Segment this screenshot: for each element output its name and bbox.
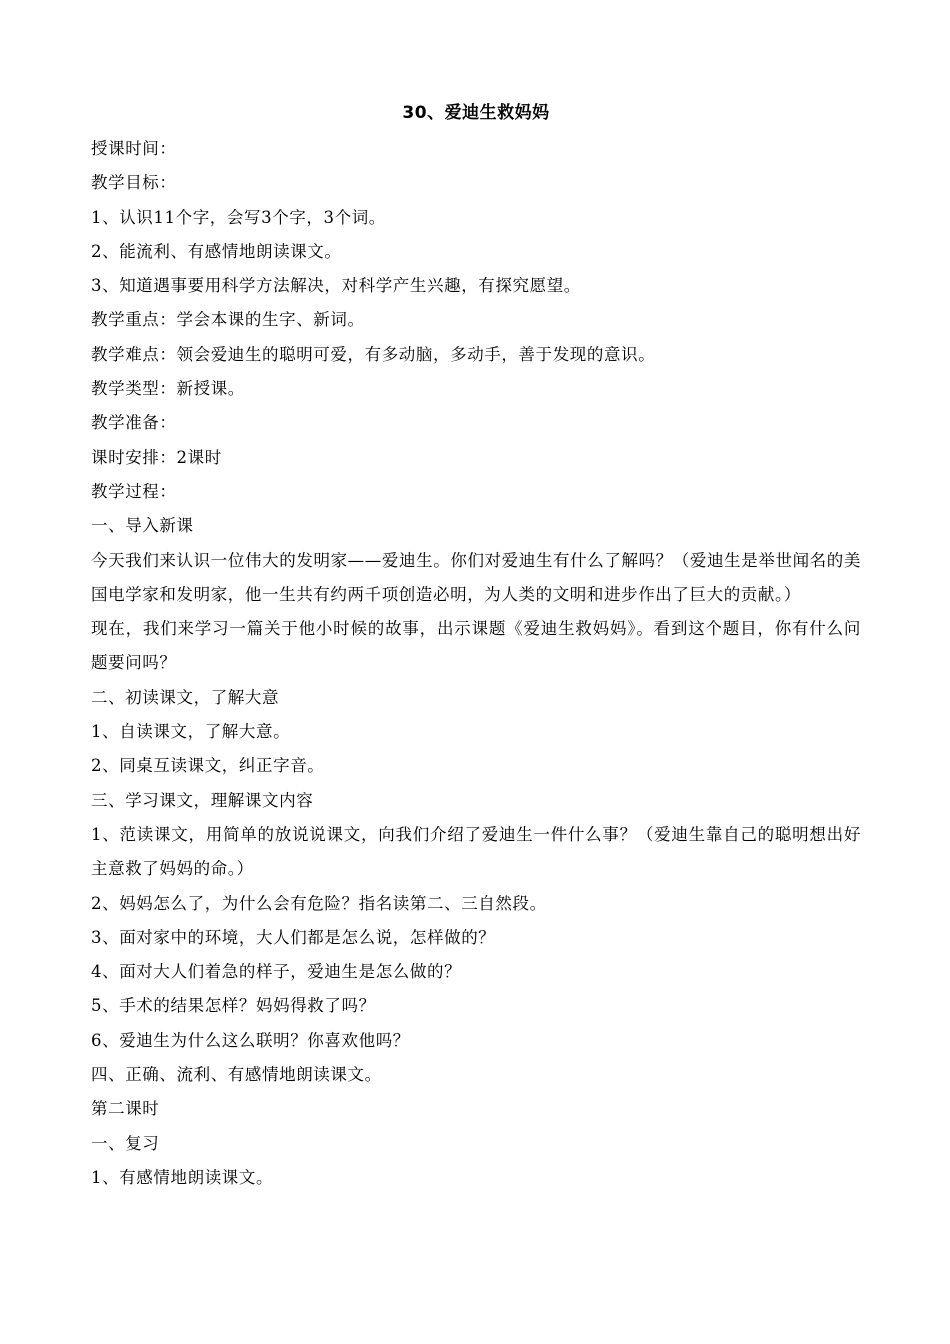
study-item-3: 3、面对家中的环境，大人们都是怎么说，怎样做的？ (91, 927, 496, 947)
field-key-points: 教学重点：学会本课的生字、新词。 (91, 310, 365, 330)
review-item-1: 1、有感情地朗读课文。 (91, 1167, 274, 1187)
paragraph-study-1: 1、范读课文，用简单的放说说课文，向我们介绍了爱迪生一件什么事？（爱迪生靠自己的聪明想出好主意救了妈妈的命。） (91, 824, 861, 879)
heading-second-lesson: 第二课时 (91, 1099, 160, 1119)
document-page (91, 98, 861, 1195)
field-lesson-type: 教学类型：新授课。 (91, 379, 245, 399)
paragraph-intro-2: 现在，我们来学习一篇关于他小时候的故事，出示课题《爱迪生救妈妈》。看到这个题目，你有什么问题要问吗？ (91, 619, 861, 673)
section-heading-intro: 一、导入新课 (91, 516, 194, 536)
heading-teaching-goals: 教学目标： (91, 173, 177, 193)
document-title: 30、爱迪生救妈妈 (402, 103, 550, 123)
study-item-2: 2、妈妈怎么了，为什么会有危险？指名读第二、三自然段。 (91, 893, 547, 913)
first-reading-item-1: 1、自读课文，了解大意。 (91, 722, 291, 742)
field-schedule: 课时安排：2课时 (91, 447, 222, 467)
goal-item-1: 1、认识11个字，会写3个字，3个词。 (91, 207, 386, 227)
section-heading-read-aloud: 四、正确、流利、有感情地朗读课文。 (91, 1065, 382, 1085)
section-heading-study-text: 三、学习课文，理解课文内容 (91, 790, 314, 810)
field-teaching-time: 授课时间： (91, 139, 177, 158)
heading-teaching-process: 教学过程： (91, 481, 177, 501)
study-item-4: 4、面对大人们着急的样子，爱迪生是怎么做的？ (91, 962, 462, 982)
study-item-6: 6、爱迪生为什么这么联明？你喜欢他吗？ (91, 1030, 410, 1050)
study-item-5: 5、手术的结果怎样？妈妈得救了吗？ (91, 996, 376, 1016)
field-difficult-points: 教学难点：领会爱迪生的聪明可爱，有多动脑，多动手，善于发现的意识。 (91, 344, 656, 364)
field-preparation: 教学准备： (91, 413, 177, 433)
goal-item-2: 2、能流利、有感情地朗读课文。 (91, 241, 342, 261)
paragraph-intro-1: 今天我们来认识一位伟大的发明家——爱迪生。你们对爱迪生有什么了解吗？（爱迪生是举世闻名的美国电学家和发明家，他一生共有约两千项创造必明，为人类的文明和进步作出了巨大的贡献。） (91, 550, 861, 604)
first-reading-item-2: 2、同桌互读课文，纠正字音。 (91, 756, 325, 776)
section-heading-review: 一、复习 (91, 1133, 160, 1153)
section-heading-first-reading: 二、初读课文，了解大意 (91, 687, 280, 707)
goal-item-3: 3、知道遇事要用科学方法解决，对科学产生兴趣，有探究愿望。 (91, 276, 581, 296)
